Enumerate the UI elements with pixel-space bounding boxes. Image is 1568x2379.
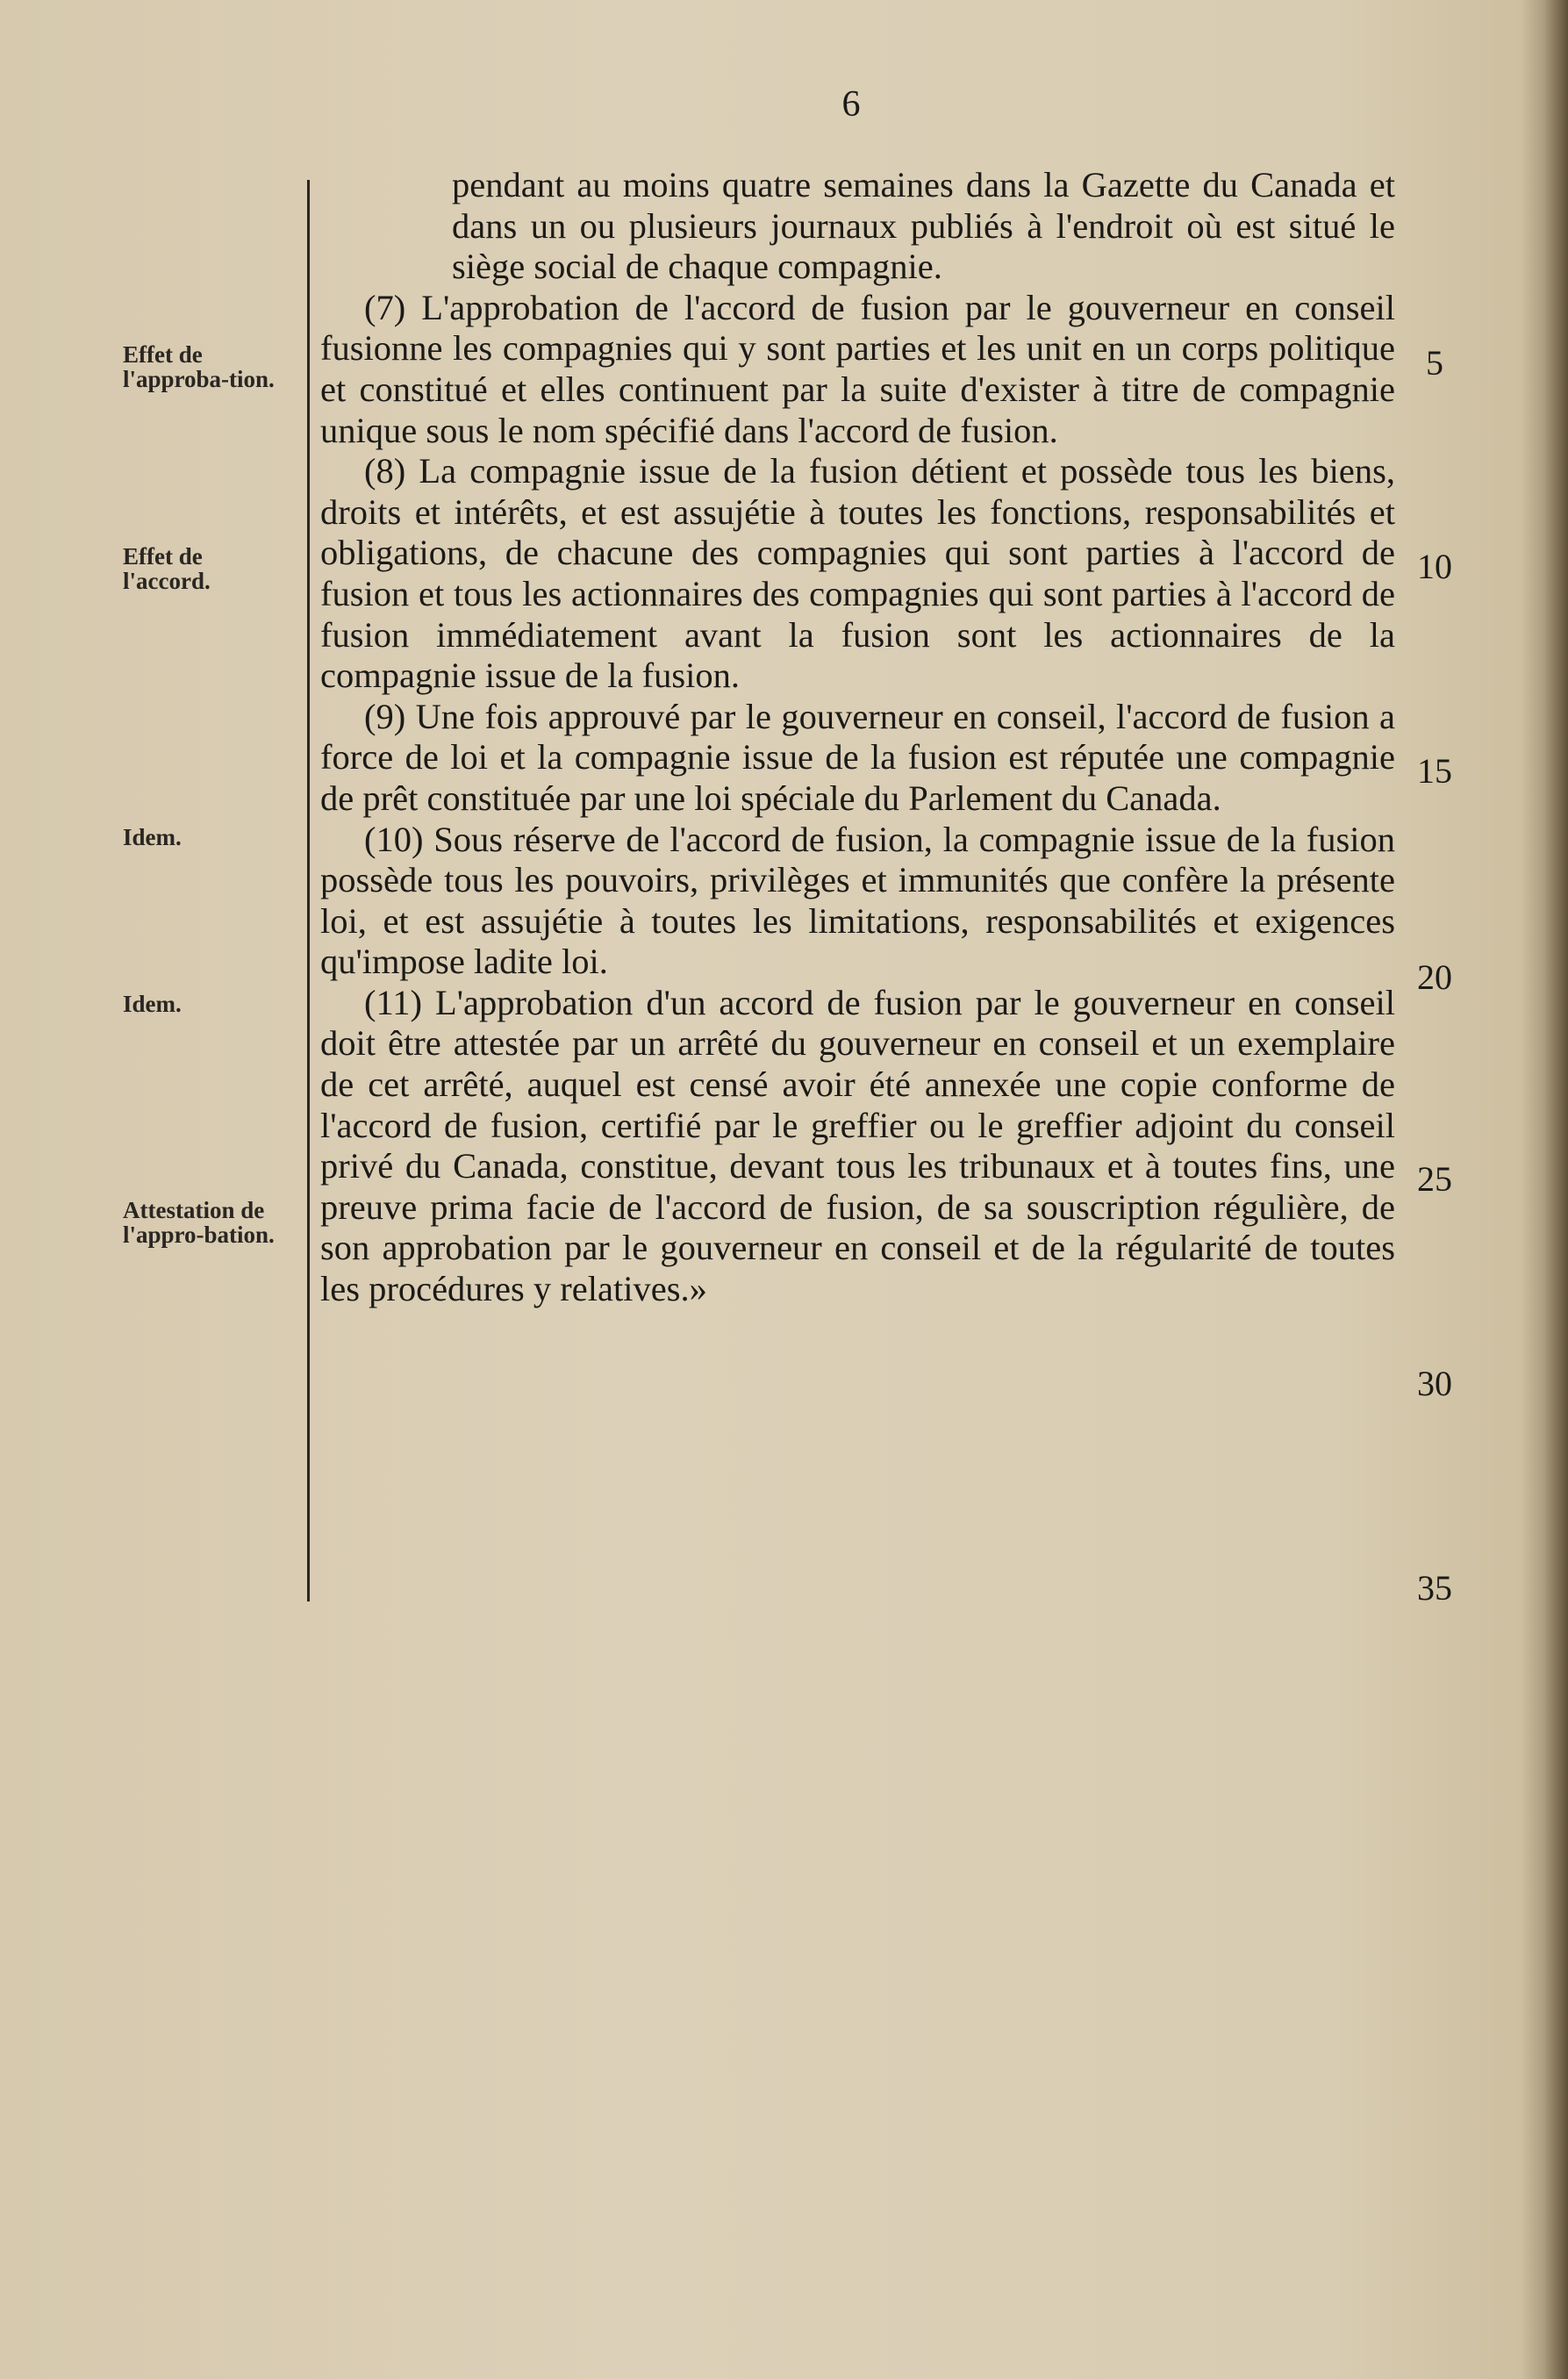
- margin-note-idem-2: Idem.: [123, 991, 182, 1017]
- margin-note-idem-1: Idem.: [123, 824, 182, 850]
- paragraph-continuation: pendant au moins quatre semaines dans la Gazette du Canada et dans un ou plusieurs journaux publiés à l'endroit où est situé le siège social de chaque compagnie.: [452, 165, 1395, 287]
- line-number-20: 20: [1417, 957, 1452, 997]
- paragraph-9: (9) Une fois approuvé par le gouverneur en conseil, l'accord de fusion a force de loi et la compagnie issue de la fusion est réputée une compagnie de prêt constituée par une loi spéciale du Parlement du Canada.: [320, 696, 1395, 818]
- line-number-15: 15: [1417, 751, 1452, 791]
- page-number: 6: [841, 84, 861, 125]
- paragraph-10: (10) Sous réserve de l'accord de fusion, la compagnie issue de la fusion possède tous les pouvoirs, privilèges et immunités que confère la présente loi, et est assujétie à toutes les limitations, responsabilités et exigences qu'impose ladite loi.: [320, 819, 1395, 982]
- line-number-5: 5: [1426, 343, 1443, 383]
- margin-rule: [307, 180, 310, 1602]
- margin-note-effet-accord: Effet de l'accord.: [123, 543, 211, 594]
- page-edge-shadow: [1545, 0, 1568, 2379]
- margin-note-effet-approbation: Effet de l'approba-tion.: [123, 341, 275, 392]
- paragraph-7: (7) L'approbation de l'accord de fusion par le gouverneur en conseil fusionne les compagnies qui y sont parties et les unit en un corps politique et constitué et elles continuent par la suite d'exister à titre de compagnie unique sous le nom spécifié dans l'accord de fusion.: [320, 287, 1395, 450]
- paragraph-11: (11) L'approbation d'un accord de fusion par le gouverneur en conseil doit être attestée par un arrêté du gouverneur en conseil et un exemplaire de cet arrêté, auquel est censé avoir été annexée une copie conforme de l'accord de fusion, certifié par le greffier ou le greffier adjoint du conseil privé du Canada, constitue, devant tous les tribunaux et à toutes fins, une preuve prima facie de l'accord de fusion, de sa souscription régulière, de son approbation par le gouverneur en conseil et de la régularité de toutes les procédures y relatives.»: [320, 982, 1395, 1309]
- line-number-10: 10: [1417, 547, 1452, 586]
- line-number-30: 30: [1417, 1364, 1452, 1403]
- body-text: [320, 165, 1395, 1310]
- line-number-25: 25: [1417, 1159, 1452, 1199]
- paragraph-8: (8) La compagnie issue de la fusion détient et possède tous les biens, droits et intérêts, et est assujétie à toutes les fonctions, responsabilités et obligations, de chacune des compagnies qui sont parties à l'accord de fusion et tous les actionnaires des compagnies qui sont parties à l'accord de fusion immédiatement avant la fusion sont les actionnaires de la compagnie issue de la fusion.: [320, 451, 1395, 696]
- margin-note-attestation: Attestation de l'appro-bation.: [123, 1197, 275, 1248]
- line-number-35: 35: [1417, 1568, 1452, 1608]
